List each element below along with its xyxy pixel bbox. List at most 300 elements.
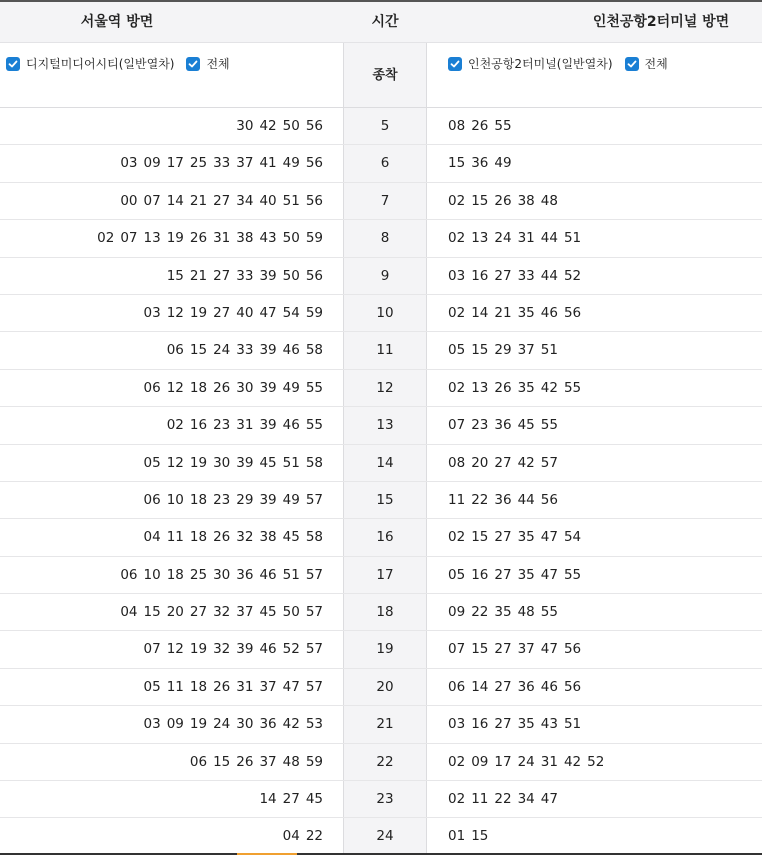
departure-minute: 56 [563,304,582,321]
airport-bound-minutes [448,332,564,369]
departure-minute: 40 [259,192,277,209]
departure-minute: 39 [259,491,277,508]
departure-minute: 24 [213,716,231,733]
departure-minute: 42 [563,753,582,770]
departure-minute: 59 [305,304,323,321]
departure-minute: 04 [120,604,138,621]
departure-minute: 41 [259,155,277,172]
departure-minute: 47 [540,791,558,808]
airport-bound-minutes [448,706,587,743]
departure-minute: 19 [189,716,208,733]
departure-minute: 54 [282,304,300,321]
departure-minute: 04 [143,529,161,546]
timetable-row [0,445,762,482]
departure-minute: 07 [143,641,161,658]
timetable-row [0,744,762,781]
departure-minute: 36 [494,491,512,508]
right-filter-group [448,55,680,72]
right-filter-airport-label: 인천공항2터미널(일반열차) [468,57,613,71]
departure-minute: 19 [166,230,184,247]
departure-minute: 23 [471,417,489,434]
departure-minute: 27 [494,678,512,695]
departure-minute: 14 [259,791,277,808]
departure-minute: 50 [282,230,300,247]
departure-minute: 38 [517,192,535,209]
departure-minute: 52 [282,641,300,658]
departure-minute: 47 [540,566,558,583]
departure-minute: 30 [236,118,254,134]
airport-bound-minutes [448,220,587,257]
seoul-bound-minutes [138,482,324,519]
hour-label: 7 [380,192,390,209]
departure-minute: 39 [259,379,277,396]
departure-minute: 22 [305,828,323,845]
departure-minute: 18 [189,529,208,546]
hour-label: 18 [376,604,394,621]
timetable-row [0,220,762,257]
departure-minute: 20 [166,604,184,621]
departure-minute: 52 [563,267,582,284]
departure-minute: 51 [540,342,558,359]
departure-minute: 50 [282,118,300,134]
end-station-label: 종착 [372,68,398,83]
airport-bound-minutes [448,557,587,594]
departure-minute: 03 [448,267,466,284]
airport-bound-minutes [448,818,494,855]
departure-minute: 18 [189,379,208,396]
departure-minute: 16 [471,716,489,733]
airport-bound-minutes [448,108,518,145]
timetable-row [0,295,762,332]
departure-minute: 32 [213,604,231,621]
departure-minute: 57 [305,566,323,583]
departure-minute: 35 [517,529,535,546]
departure-minute: 27 [189,604,208,621]
departure-minute: 26 [213,678,231,695]
departure-minute: 53 [305,716,323,733]
departure-minute: 24 [213,342,231,359]
departure-minute: 27 [494,716,512,733]
hour-label: 22 [376,753,394,770]
departure-minute: 46 [282,417,300,434]
hour-label: 20 [376,678,394,695]
departure-minute: 46 [540,678,558,695]
departure-minute: 26 [213,529,231,546]
departure-minute: 56 [305,118,323,134]
seoul-bound-minutes [277,818,323,855]
airport-bound-minutes [448,781,564,818]
airport-bound-minutes [448,258,587,295]
departure-minute: 23 [213,417,231,434]
departure-minute: 37 [236,155,254,172]
seoul-bound-minutes [161,407,323,444]
departure-minute: 46 [282,342,300,359]
departure-minute: 51 [563,230,582,247]
header-left-title: 서울역 방면 [80,14,154,30]
departure-minute: 25 [189,155,208,172]
departure-minute: 55 [540,604,558,621]
departure-minute: 39 [236,641,254,658]
departure-minute: 02 [448,379,466,396]
departure-minute: 00 [120,192,138,209]
departure-minute: 58 [305,454,323,471]
hour-label: 24 [376,828,394,845]
timetable-row [0,669,762,706]
departure-minute: 56 [305,267,323,284]
departure-minute: 51 [282,192,300,209]
departure-minute: 29 [494,342,512,359]
departure-minute: 47 [282,678,300,695]
departure-minute: 46 [259,641,277,658]
hour-label: 6 [380,155,390,172]
departure-minute: 58 [305,529,323,546]
departure-minute: 24 [517,753,535,770]
departure-minute: 42 [259,118,277,134]
departure-minute: 05 [448,566,466,583]
departure-minute: 33 [236,267,254,284]
seoul-bound-minutes [114,145,323,182]
departure-minute: 15 [471,192,489,209]
departure-minute: 15 [213,753,231,770]
departure-minute: 09 [471,753,489,770]
departure-minute: 02 [448,230,466,247]
departure-minute: 31 [540,753,558,770]
departure-minute: 11 [448,491,466,508]
left-filter-all-checkbox[interactable] [186,55,229,72]
departure-minute: 03 [448,716,466,733]
departure-minute: 04 [282,828,300,845]
timetable-row [0,258,762,295]
timetable-row [0,781,762,818]
hour-label: 10 [376,304,394,321]
departure-minute: 37 [517,641,535,658]
departure-minute: 55 [494,118,512,134]
departure-minute: 14 [471,678,489,695]
departure-minute: 27 [494,529,512,546]
departure-minute: 01 [448,828,466,845]
departure-minute: 37 [236,604,254,621]
departure-minute: 03 [143,304,161,321]
airport-bound-minutes [448,744,610,781]
timetable-row [0,519,762,556]
departure-minute: 40 [236,304,254,321]
departure-minute: 58 [305,342,323,359]
hour-label: 16 [376,529,394,546]
right-filter-airport-checkbox[interactable] [448,55,613,72]
departure-minute: 49 [282,379,300,396]
airport-bound-minutes [448,145,518,182]
departure-minute: 02 [97,230,115,247]
departure-minute: 35 [517,566,535,583]
seoul-bound-minutes [138,295,324,332]
departure-minute: 27 [494,267,512,284]
departure-minute: 49 [494,155,512,172]
departure-minute: 38 [259,529,277,546]
departure-minute: 27 [494,454,512,471]
departure-minute: 42 [282,716,300,733]
departure-minute: 13 [143,230,161,247]
departure-minute: 11 [166,678,184,695]
seoul-bound-minutes [114,183,323,220]
timetable-row [0,332,762,369]
departure-minute: 14 [166,192,184,209]
departure-minute: 10 [143,566,161,583]
departure-minute: 27 [213,192,231,209]
header-time-title: 시간 [371,14,399,30]
departure-minute: 26 [471,118,489,134]
departure-minute: 39 [259,417,277,434]
airport-bound-minutes [448,370,587,407]
departure-minute: 42 [517,454,535,471]
departure-minute: 19 [189,641,208,658]
seoul-bound-minutes [138,519,324,556]
departure-minute: 15 [471,641,489,658]
departure-minute: 49 [282,155,300,172]
timetable-row [0,145,762,182]
departure-minute: 32 [236,529,254,546]
hour-label: 13 [376,417,394,434]
departure-minute: 09 [448,604,466,621]
departure-minute: 34 [236,192,254,209]
departure-minute: 44 [540,267,558,284]
departure-minute: 47 [540,641,558,658]
departure-minute: 45 [259,454,277,471]
seoul-bound-minutes [253,781,323,818]
departure-minute: 55 [305,417,323,434]
departure-minute: 38 [236,230,254,247]
departure-minute: 57 [305,678,323,695]
departure-minute: 31 [517,230,535,247]
airport-bound-minutes [448,482,564,519]
departure-minute: 05 [143,454,161,471]
departure-minute: 51 [282,566,300,583]
departure-minute: 03 [143,716,161,733]
timetable-row [0,482,762,519]
departure-minute: 02 [448,529,466,546]
departure-minute: 36 [494,417,512,434]
seoul-bound-minutes [230,108,323,145]
departure-minute: 35 [517,304,535,321]
departure-minute: 16 [189,417,208,434]
left-filter-group [6,55,242,72]
departure-minute: 51 [282,454,300,471]
checkbox-checked-icon [448,57,462,71]
timetable-row [0,631,762,668]
departure-minute: 12 [166,454,184,471]
departure-minute: 21 [189,267,208,284]
departure-minute: 55 [563,566,582,583]
departure-minute: 13 [471,379,489,396]
departure-minute: 30 [213,454,231,471]
departure-minute: 13 [471,230,489,247]
departure-minute: 15 [471,342,489,359]
departure-minute: 22 [494,791,512,808]
departure-minute: 43 [540,716,558,733]
departure-minute: 27 [282,791,300,808]
hour-label: 9 [380,267,390,284]
departure-minute: 35 [494,604,512,621]
timetable-row [0,108,762,145]
departure-minute: 21 [189,192,208,209]
departure-minute: 37 [517,342,535,359]
departure-minute: 47 [259,304,277,321]
hour-label: 21 [376,716,394,733]
departure-minute: 06 [166,342,184,359]
departure-minute: 16 [471,566,489,583]
departure-minute: 11 [471,791,489,808]
hour-label: 19 [376,641,394,658]
departure-minute: 56 [540,491,558,508]
departure-minute: 32 [213,641,231,658]
hour-label: 12 [376,379,394,396]
timetable-row [0,594,762,631]
hour-label: 8 [380,230,390,247]
departure-minute: 31 [213,230,231,247]
departure-minute: 07 [143,192,161,209]
departure-minute: 49 [282,491,300,508]
departure-minute: 39 [236,454,254,471]
departure-minute: 55 [563,379,582,396]
departure-minute: 21 [494,304,512,321]
departure-minute: 57 [540,454,558,471]
seoul-bound-minutes [114,557,323,594]
departure-minute: 06 [143,491,161,508]
departure-minute: 06 [143,379,161,396]
departure-minute: 02 [448,753,466,770]
departure-minute: 08 [448,454,466,471]
departure-minute: 06 [120,566,138,583]
departure-minute: 12 [166,304,184,321]
departure-minute: 39 [259,342,277,359]
departure-minute: 46 [259,566,277,583]
airport-bound-minutes [448,594,564,631]
timetable-row [0,183,762,220]
departure-minute: 12 [166,641,184,658]
timetable-rows [0,108,762,855]
departure-minute: 15 [143,604,161,621]
departure-minute: 22 [471,604,489,621]
airport-bound-minutes [448,295,587,332]
seoul-bound-minutes [138,445,324,482]
departure-minute: 11 [166,529,184,546]
departure-minute: 56 [305,155,323,172]
departure-minute: 15 [471,529,489,546]
departure-minute: 45 [282,529,300,546]
departure-minute: 18 [189,678,208,695]
departure-minute: 33 [236,342,254,359]
departure-minute: 51 [563,716,582,733]
airport-bound-minutes [448,183,564,220]
seoul-bound-minutes [138,370,324,407]
departure-minute: 12 [166,379,184,396]
right-filter-all-label: 전체 [644,57,668,71]
timetable-row [0,706,762,743]
departure-minute: 26 [189,230,208,247]
departure-minute: 02 [448,192,466,209]
departure-minute: 16 [471,267,489,284]
departure-minute: 24 [494,230,512,247]
seoul-bound-minutes [138,669,324,706]
departure-minute: 02 [166,417,184,434]
header-right-title: 인천공항2터미널 방면 [592,14,730,30]
departure-minute: 07 [448,417,466,434]
airport-bound-minutes [448,519,587,556]
departure-minute: 25 [189,566,208,583]
departure-minute: 45 [517,417,535,434]
departure-minute: 59 [305,230,323,247]
departure-minute: 31 [236,417,254,434]
departure-minute: 54 [563,529,582,546]
departure-minute: 06 [189,753,208,770]
departure-minute: 30 [236,379,254,396]
departure-minute: 27 [213,304,231,321]
seoul-bound-minutes [161,258,323,295]
departure-minute: 47 [540,529,558,546]
departure-minute: 43 [259,230,277,247]
departure-minute: 48 [282,753,300,770]
hour-label: 11 [376,342,394,359]
departure-minute: 15 [471,828,489,845]
departure-minute: 19 [189,304,208,321]
seoul-bound-minutes [138,706,324,743]
departure-minute: 55 [305,379,323,396]
departure-minute: 09 [143,155,161,172]
departure-minute: 18 [166,566,184,583]
airport-bound-minutes [448,669,587,706]
departure-minute: 45 [259,604,277,621]
seoul-bound-minutes [138,631,324,668]
departure-minute: 59 [305,753,323,770]
departure-minute: 30 [213,566,231,583]
left-filter-dmc-checkbox[interactable] [6,55,174,72]
hour-label: 5 [380,118,390,134]
departure-minute: 26 [494,379,512,396]
departure-minute: 19 [189,454,208,471]
departure-minute: 48 [540,192,558,209]
hour-label: 17 [376,566,394,583]
departure-minute: 17 [166,155,184,172]
departure-minute: 56 [563,641,582,658]
hour-label: 23 [376,791,394,808]
seoul-bound-minutes [161,332,323,369]
departure-minute: 27 [494,641,512,658]
departure-minute: 48 [517,604,535,621]
departure-minute: 37 [259,753,277,770]
departure-minute: 42 [540,379,558,396]
departure-minute: 05 [143,678,161,695]
timetable-row [0,818,762,855]
departure-minute: 27 [213,267,231,284]
right-filter-all-checkbox[interactable] [625,55,668,72]
departure-minute: 57 [305,604,323,621]
departure-minute: 06 [448,678,466,695]
departure-minute: 27 [494,566,512,583]
checkbox-checked-icon [6,57,20,71]
departure-minute: 33 [517,267,535,284]
airport-bound-minutes [448,407,564,444]
departure-minute: 18 [189,491,208,508]
timetable-row [0,407,762,444]
departure-minute: 22 [471,491,489,508]
departure-minute: 07 [120,230,138,247]
departure-minute: 15 [166,267,184,284]
departure-minute: 35 [517,716,535,733]
seoul-bound-minutes [114,594,323,631]
departure-minute: 26 [236,753,254,770]
departure-minute: 34 [517,791,535,808]
timetable-header [0,2,762,43]
departure-minute: 56 [563,678,582,695]
